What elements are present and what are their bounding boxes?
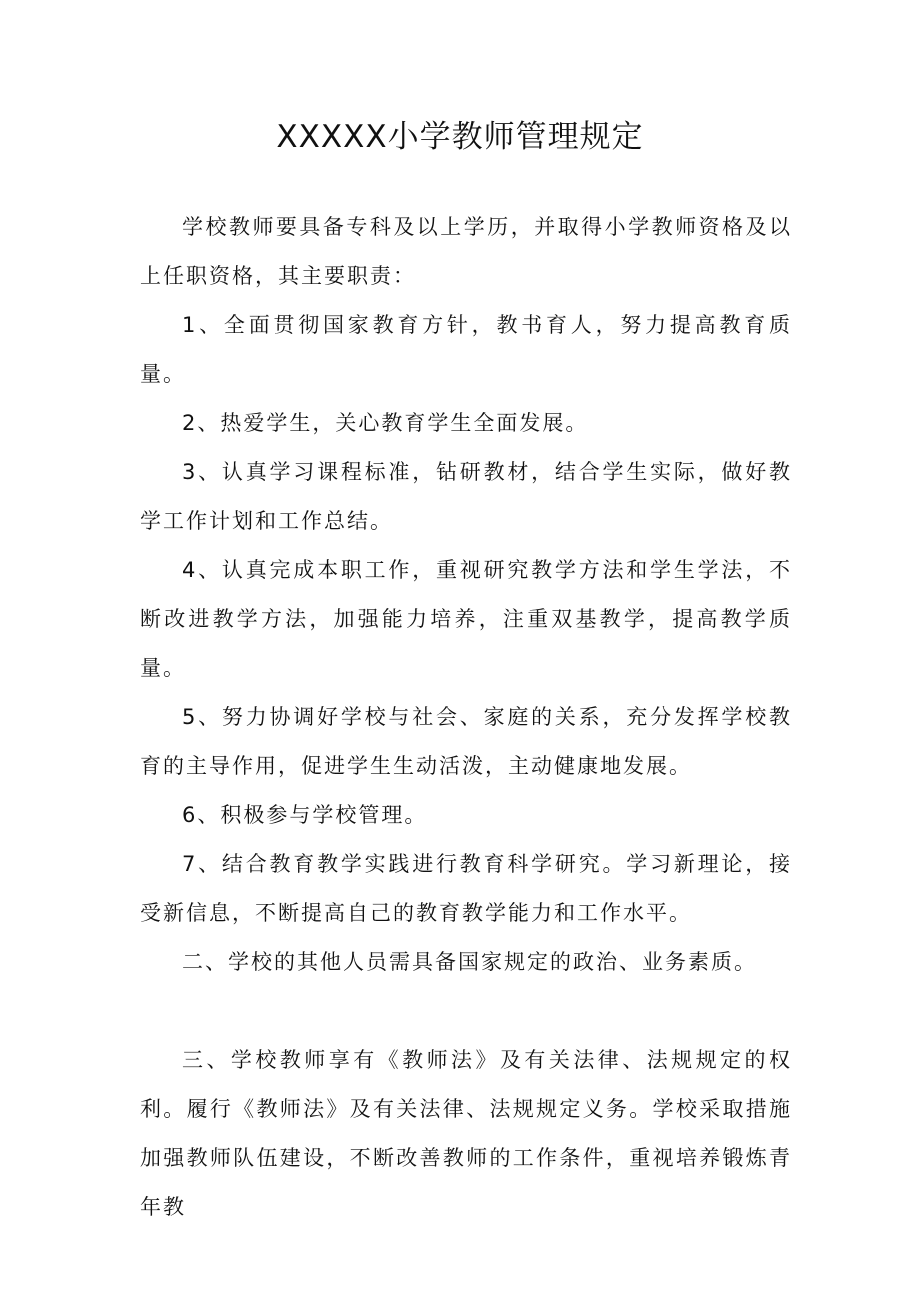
- paragraph-duty-4: 4、认真完成本职工作，重视研究教学方法和学生学法，不断改进教学方法，加强能力培养，注重双基教学，提高教学质量。: [140, 558, 792, 680]
- paragraph-duty-1: 1、全面贯彻国家教育方针，教书育人，努力提高教育质量。: [140, 313, 792, 386]
- paragraph-section-2: 二、学校的其他人员需具备国家规定的政治、业务素质。: [182, 950, 757, 974]
- document-title: XXXXX小学教师管理规定: [276, 119, 644, 155]
- paragraph-duty-6: 6、积极参与学校管理。: [182, 803, 428, 827]
- paragraph-duty-2: 2、热爱学生，关心教育学生全面发展。: [182, 411, 589, 435]
- paragraph-duty-5: 5、努力协调好学校与社会、家庭的关系，充分发挥学校教育的主导作用，促进学生生动活泼，主动健康地发展。: [140, 705, 792, 778]
- paragraph-intro: 学校教师要具备专科及以上学历，并取得小学教师资格及以上任职资格，其主要职责：: [140, 215, 792, 288]
- paragraph-section-3: 三、学校教师享有《教师法》及有关法律、法规规定的权利。履行《教师法》及有关法律、法规规定义务。学校采取措施加强教师队伍建设，不断改善教师的工作条件，重视培养锻炼青年教: [140, 1048, 792, 1219]
- paragraph-duty-7: 7、结合教育教学实践进行教育科学研究。学习新理论，接受新信息，不断提高自己的教育教学能力和工作水平。: [140, 852, 792, 925]
- paragraph-duty-3: 3、认真学习课程标准，钻研教材，结合学生实际，做好教学工作计划和工作总结。: [140, 460, 792, 533]
- document-body: [140, 203, 792, 1232]
